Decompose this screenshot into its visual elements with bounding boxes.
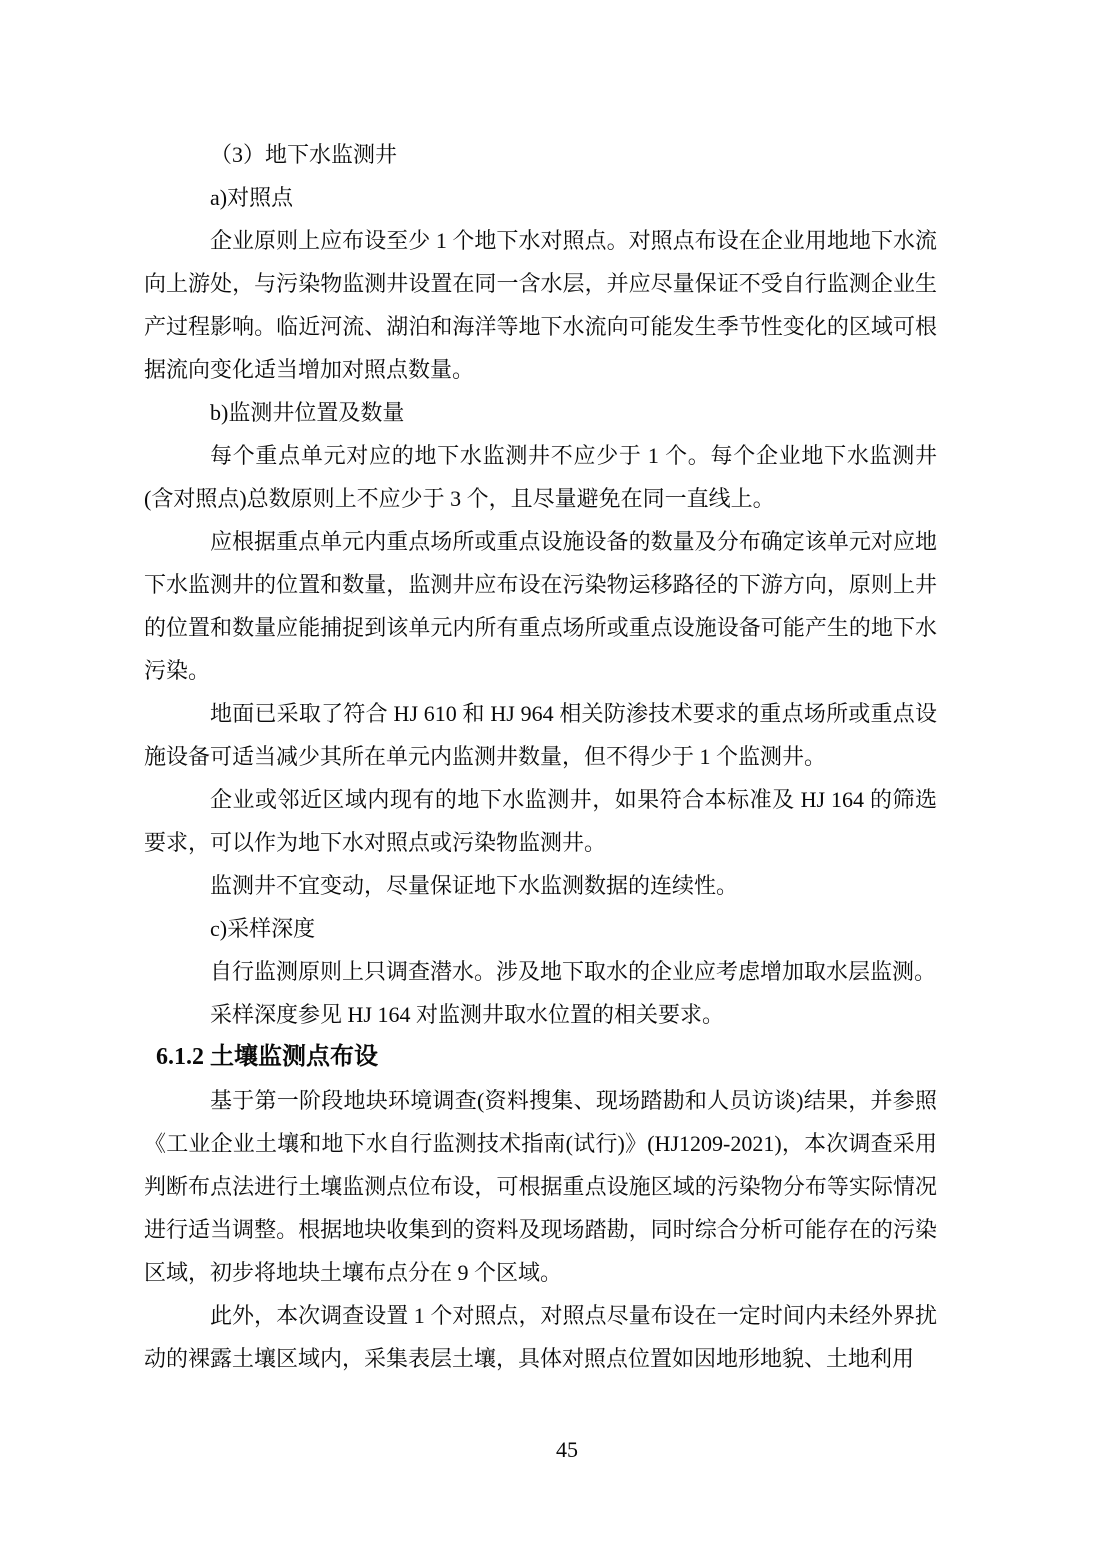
section-heading-soil-monitoring: 6.1.2 土壤监测点布设 <box>156 1044 378 1070</box>
item-label-b-well-position: b)监测井位置及数量 <box>210 400 405 425</box>
page-number: 45 <box>556 1437 578 1462</box>
section-label-groundwater-wells: （3）地下水监测井 <box>210 142 398 167</box>
para-soil-reference-point: 此外，本次调查设置 1 个对照点，对照点尽量布设在一定时间内未经外界扰动的裸露土壤区域内，采集表层土壤，具体对照点位置如因地形地貌、土地利用 <box>144 1303 937 1371</box>
item-label-c-sampling-depth: c)采样深度 <box>210 916 316 941</box>
para-seepage-control-reduction: 地面已采取了符合 HJ 610 和 HJ 964 相关防渗技术要求的重点场所或重点设施设备可适当减少其所在单元内监测井数量，但不得少于 1 个监测井。 <box>144 701 937 769</box>
para-well-layout-rules: 应根据重点单元内重点场所或重点设施设备的数量及分布确定该单元对应地下水监测井的位置和数量，监测井应布设在污染物运移路径的下游方向，原则上井的位置和数量应能捕捉到该单元内所有重点场所或重点设施设备可能产生的地下水污染。 <box>144 529 937 683</box>
document-body <box>144 133 937 1380</box>
para-well-minimum-count: 每个重点单元对应的地下水监测井不应少于 1 个。每个企业地下水监测井(含对照点)总数原则上不应少于 3 个，且尽量避免在同一直线上。 <box>144 443 937 511</box>
para-soil-point-layout: 基于第一阶段地块环境调查(资料搜集、现场踏勘和人员访谈)结果，并参照《工业企业土壤和地下水自行监测技术指南(试行)》(HJ1209-2021)，本次调查采用判断布点法进行土壤监测点位布设，可根据重点设施区域的污染物分布等实际情况进行适当调整。根据地块收集到的资料及现场踏勘，同时综合分析可能存在的污染区域，初步将地块土壤布点分在 9 个区域。 <box>144 1088 937 1285</box>
item-label-a-reference-point: a)对照点 <box>210 185 294 210</box>
para-existing-wells-reuse: 企业或邻近区域内现有的地下水监测井，如果符合本标准及 HJ 164 的筛选要求，可以作为地下水对照点或污染物监测井。 <box>144 787 937 855</box>
para-well-continuity: 监测井不宜变动，尽量保证地下水监测数据的连续性。 <box>210 873 739 898</box>
para-phreatic-water: 自行监测原则上只调查潜水。涉及地下取水的企业应考虑增加取水层监测。 <box>210 959 937 984</box>
para-sampling-depth-reference: 采样深度参见 HJ 164 对监测井取水位置的相关要求。 <box>210 1002 724 1027</box>
para-reference-point-rules: 企业原则上应布设至少 1 个地下水对照点。对照点布设在企业用地地下水流向上游处，与污染物监测井设置在同一含水层，并应尽量保证不受自行监测企业生产过程影响。临近河流、湖泊和海洋等地下水流向可能发生季节性变化的区域可根据流向变化适当增加对照点数量。 <box>144 228 937 382</box>
